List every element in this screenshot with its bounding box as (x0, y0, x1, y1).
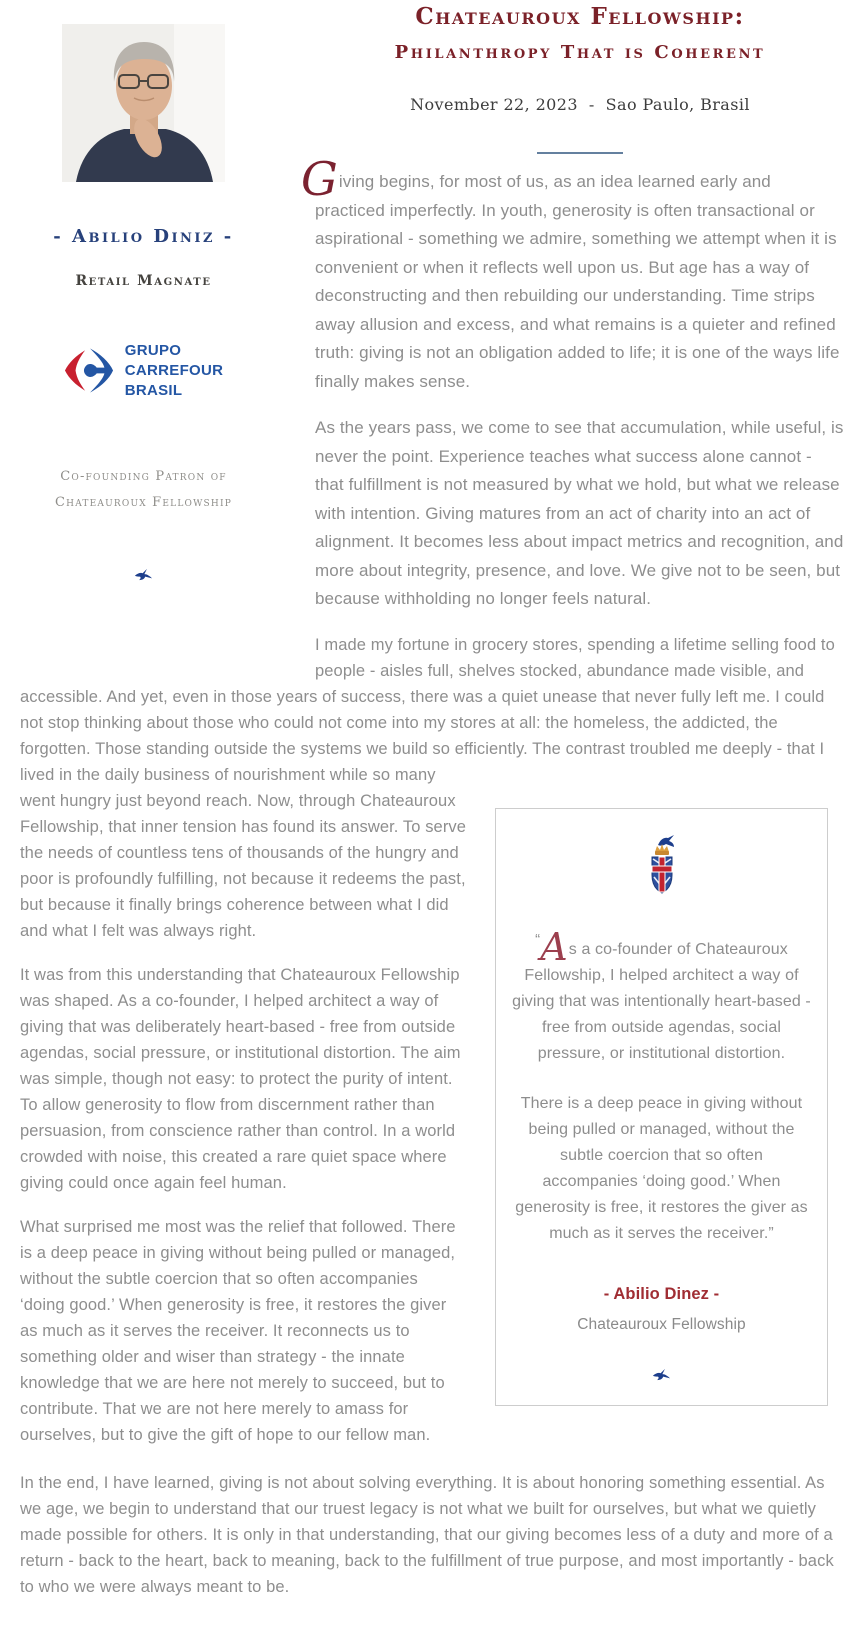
dateline: November 22, 2023 - Sao Paulo, Brasil (410, 95, 750, 115)
author-sidebar (20, 0, 315, 658)
logo-line-1: GRUPO (124, 342, 182, 359)
author-photo (62, 24, 225, 182)
page-subtitle: Philanthropy That is Coherent (394, 41, 766, 63)
author-role: Retail Magnate (75, 273, 212, 289)
quote-text-1: s a co-founder of Chateauroux Fellowship, I helped architect a way of giving that was intentionally heart-based - free from outside agendas, social pressure, or institutional distortion. (512, 940, 811, 1062)
patron-caption (20, 464, 267, 516)
page-title: Chateauroux Fellowship: (415, 3, 745, 30)
header-divider (537, 152, 623, 154)
paragraph-3-text-b: business of nourishment while so many went hungry just beyond reach. Now, through Chateauroux Fellowship, that inner tension has found its answer. To serve the needs of countless tens of thousands of the hungry and poor is profoundly fulfilling, not because it redeems the past, but because it finally brings coherence between what I did and what I felt was always right. (20, 765, 467, 940)
portrait-illustration (62, 24, 225, 182)
author-name: - Abilio Diniz - (53, 226, 234, 247)
paragraph-5: What surprised me most was the relief that followed. There is a deep peace in giving without being pulled or managed, without the subtle coercion that so often accompanies ‘doing good.’ When generosity is free, it restores the giver as much as it serves the receiver. It reconnects us to something older and wiser than strategy - the innate knowledge that we are here not merely to succeed, but to contribute. That we are not here merely to amass for ourselves, but to give the gift of hope to our fellow man. (20, 1217, 456, 1444)
carrefour-logo-icon (64, 348, 114, 393)
paragraph-1-text: iving begins, for most of us, as an idea learned early and practiced imperfectly. In youth, generosity is often transactional or aspirational - something we admire, something we attempt when it is convenient or when it reflects well upon us. But age has a way of deconstructing and then rebuilding our understanding. Time strips away allusion and excess, and what remains is a quieter and refined truth: giving is not an obligation added to life; it is one of the ways life finally makes sense. (315, 172, 840, 391)
paragraph-6: In the end, I have learned, giving is not about solving everything. It is about honoring something essential. As we age, we begin to understand that our truest legacy is not what we built for ourselves, but what we quietly made possible for others. It is only in that understanding, that our giving becomes less of a duty and more of a return - back to the heart, back to meaning, back to the fulfillment of true purpose, and most importantly - back to who we were always meant to be. (20, 1473, 834, 1596)
quote-paragraph-2: There is a deep peace in giving without being pulled or managed, without the subtle coercion that so often accompanies ‘doing good.’ When generosity is free, it restores the giver as much as it serves the receiver.” (515, 1094, 808, 1242)
bird-icon (512, 1368, 811, 1381)
heraldic-crest-icon (512, 835, 811, 897)
dropcap-a: A (540, 924, 568, 969)
patron-line-1: Co-founding Patron of (60, 469, 227, 485)
open-quote-mark: “ (535, 930, 541, 948)
dropcap-g: G (301, 152, 338, 207)
carrefour-logo-text (125, 341, 224, 400)
logo-line-2: CARREFOUR (124, 361, 224, 379)
patron-line-2: Chateauroux Fellowship (55, 495, 232, 511)
grupo-carrefour-brasil-logo (20, 341, 267, 400)
paragraph-2: As the years pass, we come to see that accumulation, while useful, is never the point. Experience teaches what success alone cannot - that fulfillment is not measured by what we hold, but what we release with intention. Giving matures from an act of charity into an act of alignment. It becomes less about impact metrics and recognition, and more about integrity, presence, and love. We give not to be seen, but because withholding no longer feels natural. (315, 418, 844, 609)
quote-organization: Chateauroux Fellowship (577, 1315, 746, 1333)
logo-line-3: BRASIL (124, 381, 183, 399)
quote-attribution: - Abilio Dinez - (603, 1284, 720, 1303)
bird-icon (20, 568, 267, 581)
pull-quote-box (495, 808, 828, 1406)
paragraph-3-text-a: I made my fortune in grocery stores, spending a lifetime selling food to people - aisles full, shelves stocked, abundance made visible, and accessible. And yet, even in those years of success, there was a quiet unease that never fully left me. I could not stop thinking about those who could not come into my stores at all: the homeless, the addicted, the forgotten. Those standing outside the systems we build so efficiently. The contrast troubled me deeply - that I lived in the daily (20, 635, 835, 784)
paragraph-4: It was from this understanding that Chateauroux Fellowship was shaped. As a co-founder, I helped architect a way of giving that was deliberately heart-based - free from outside agendas, social pressure, or institutional distortion. The aim was simple, though not easy: to protect the purity of intent. To allow generosity to flow from discernment rather than persuasion, from conscience rather than control. In a world crowded with noise, this created a rare quiet space where giving could once again feel human. (20, 965, 461, 1192)
quote-paragraph-1 (512, 924, 811, 1067)
